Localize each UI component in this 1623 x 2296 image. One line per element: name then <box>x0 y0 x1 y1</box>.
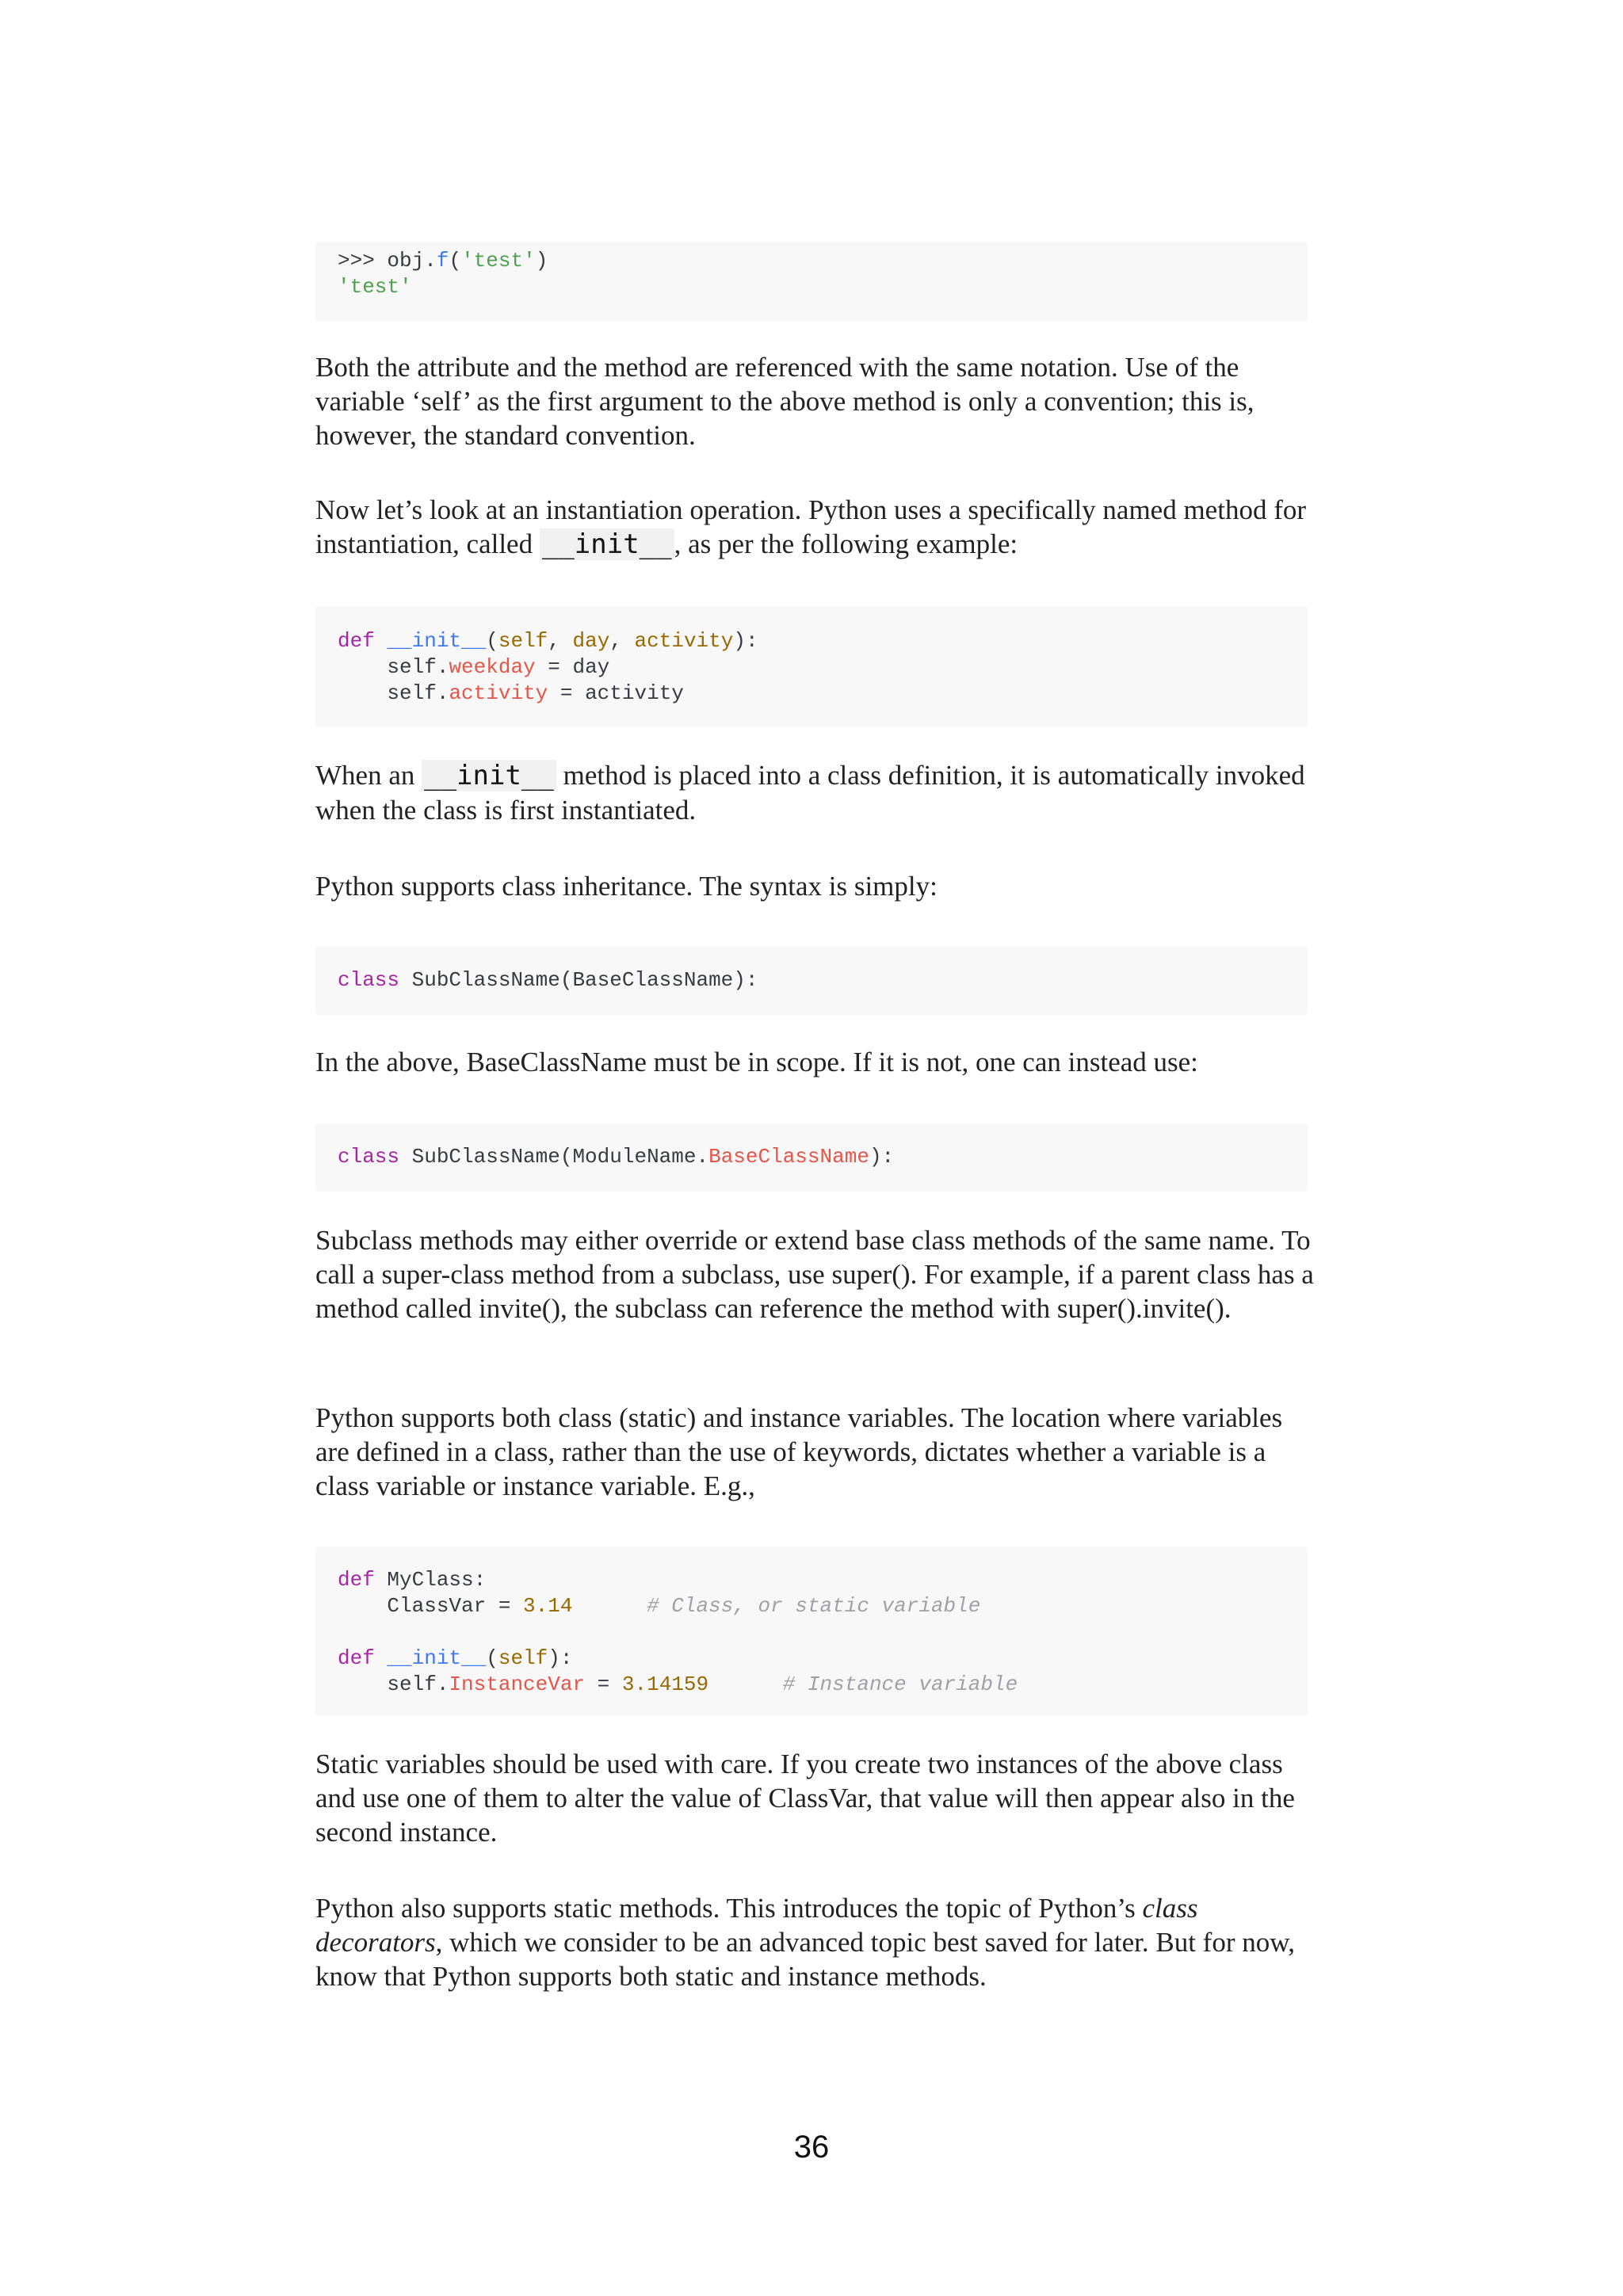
text-run: When an <box>315 760 422 791</box>
code-token: obj. <box>387 249 437 273</box>
inline-code: __init__ <box>422 760 556 791</box>
code-text <box>338 1144 894 1170</box>
paragraph: Static variables should be used with care. If you create two instances of the above class and use one of them to alter the value of ClassVar, that value will then appear also in the second instance. <box>315 1749 1295 1848</box>
paragraph <box>315 1891 1314 1993</box>
code-token: ): <box>733 629 758 653</box>
paragraph: Subclass methods may either override or extend base class methods of the same name. To call a super-class method from a subclass, use super(). For example, if a parent class has a method called invite(), the subclass can reference the method with super().invite(). <box>315 1225 1314 1324</box>
code-token: MyClass: <box>374 1568 487 1592</box>
code-token: ): <box>548 1646 573 1670</box>
code-block-obj-call <box>315 242 1308 321</box>
code-token: self. <box>338 655 449 679</box>
code-token <box>375 1646 388 1670</box>
code-token: __init__ <box>387 629 487 653</box>
code-token: 'test' <box>461 249 536 273</box>
code-token: , <box>548 629 573 653</box>
code-token: ( <box>486 629 498 653</box>
paragraph: Both the attribute and the method are referenced with the same notation. Use of the variable ‘self’ as the first argument to the above method is only a convention; this is, however, the standard convention. <box>315 352 1254 451</box>
paragraph <box>315 493 1314 562</box>
code-text <box>338 628 758 707</box>
code-token: def <box>338 629 375 653</box>
code-token: = <box>585 1672 622 1696</box>
code-token: , <box>609 629 635 653</box>
code-token: activity <box>634 629 734 653</box>
paragraph <box>315 758 1314 827</box>
code-token: self. <box>338 1672 449 1696</box>
page-number: 36 <box>793 2130 830 2164</box>
text-run: , as per the following example: <box>674 528 1018 559</box>
code-token: 3.14 <box>523 1594 573 1618</box>
code-token: = day <box>535 655 610 679</box>
code-token: self. <box>338 681 449 705</box>
code-token: ( <box>486 1646 498 1670</box>
code-text <box>338 1567 1018 1698</box>
text-run: Now let’s look at an instantiation operation. Python uses a specifically named method for instantiation, called <box>315 494 1307 559</box>
code-token: 3.14159 <box>621 1672 709 1696</box>
code-token: self <box>498 1646 548 1670</box>
code-token: def <box>338 1646 375 1670</box>
emphasis-text: class decorators <box>315 1893 1198 1958</box>
code-token: self <box>498 629 548 653</box>
code-token <box>708 1672 783 1696</box>
code-token: class <box>338 968 400 992</box>
code-token: 'test' <box>338 275 412 299</box>
code-block-init <box>315 606 1308 727</box>
paragraph: Python supports class inheritance. The syntax is simply: <box>315 871 938 902</box>
paragraph: Python supports both class (static) and instance variables. The location where variables are defined in a class, rather than the use of keywords, dictates whether a variable is a class variable or instance variable. E.g., <box>315 1402 1283 1501</box>
code-block-subclass-module <box>315 1123 1308 1192</box>
code-token: ClassVar = <box>338 1594 524 1618</box>
code-token: activity <box>449 681 548 705</box>
code-text <box>338 967 758 994</box>
text-run: , which we consider to be an advanced topic best saved for later. But for now, know that Python supports both static and instance methods. <box>315 1927 1295 1992</box>
inline-code: __init__ <box>540 528 674 560</box>
code-comment: # Class, or static variable <box>647 1594 981 1618</box>
code-block-subclass <box>315 947 1308 1015</box>
code-token: def <box>338 1568 375 1592</box>
code-token <box>572 1594 647 1618</box>
code-token: day <box>572 629 610 653</box>
code-token: f <box>436 249 449 273</box>
code-token: ) <box>535 249 548 273</box>
code-block-class-vars <box>315 1547 1308 1716</box>
text-run: method is placed into a class definition, it is automatically invoked when the class is first instantiated. <box>315 760 1305 826</box>
code-comment: # Instance variable <box>782 1672 1018 1696</box>
paragraph: In the above, BaseClassName must be in scope. If it is not, one can instead use: <box>315 1047 1198 1077</box>
code-token: class <box>338 1145 400 1169</box>
code-token: = activity <box>548 681 684 705</box>
code-token: SubClassName(BaseClassName): <box>399 968 758 992</box>
code-token: weekday <box>449 655 536 679</box>
code-token: >>> <box>338 249 388 273</box>
code-token: SubClassName(ModuleName. <box>399 1145 709 1169</box>
code-token: __init__ <box>387 1646 487 1670</box>
code-token: ): <box>869 1145 895 1169</box>
code-token: BaseClassName <box>708 1145 869 1169</box>
code-token: ( <box>449 249 462 273</box>
text-run: Python also supports static methods. This introduces the topic of Python’s <box>315 1893 1143 1924</box>
code-token: InstanceVar <box>449 1672 586 1696</box>
code-text <box>338 248 548 300</box>
